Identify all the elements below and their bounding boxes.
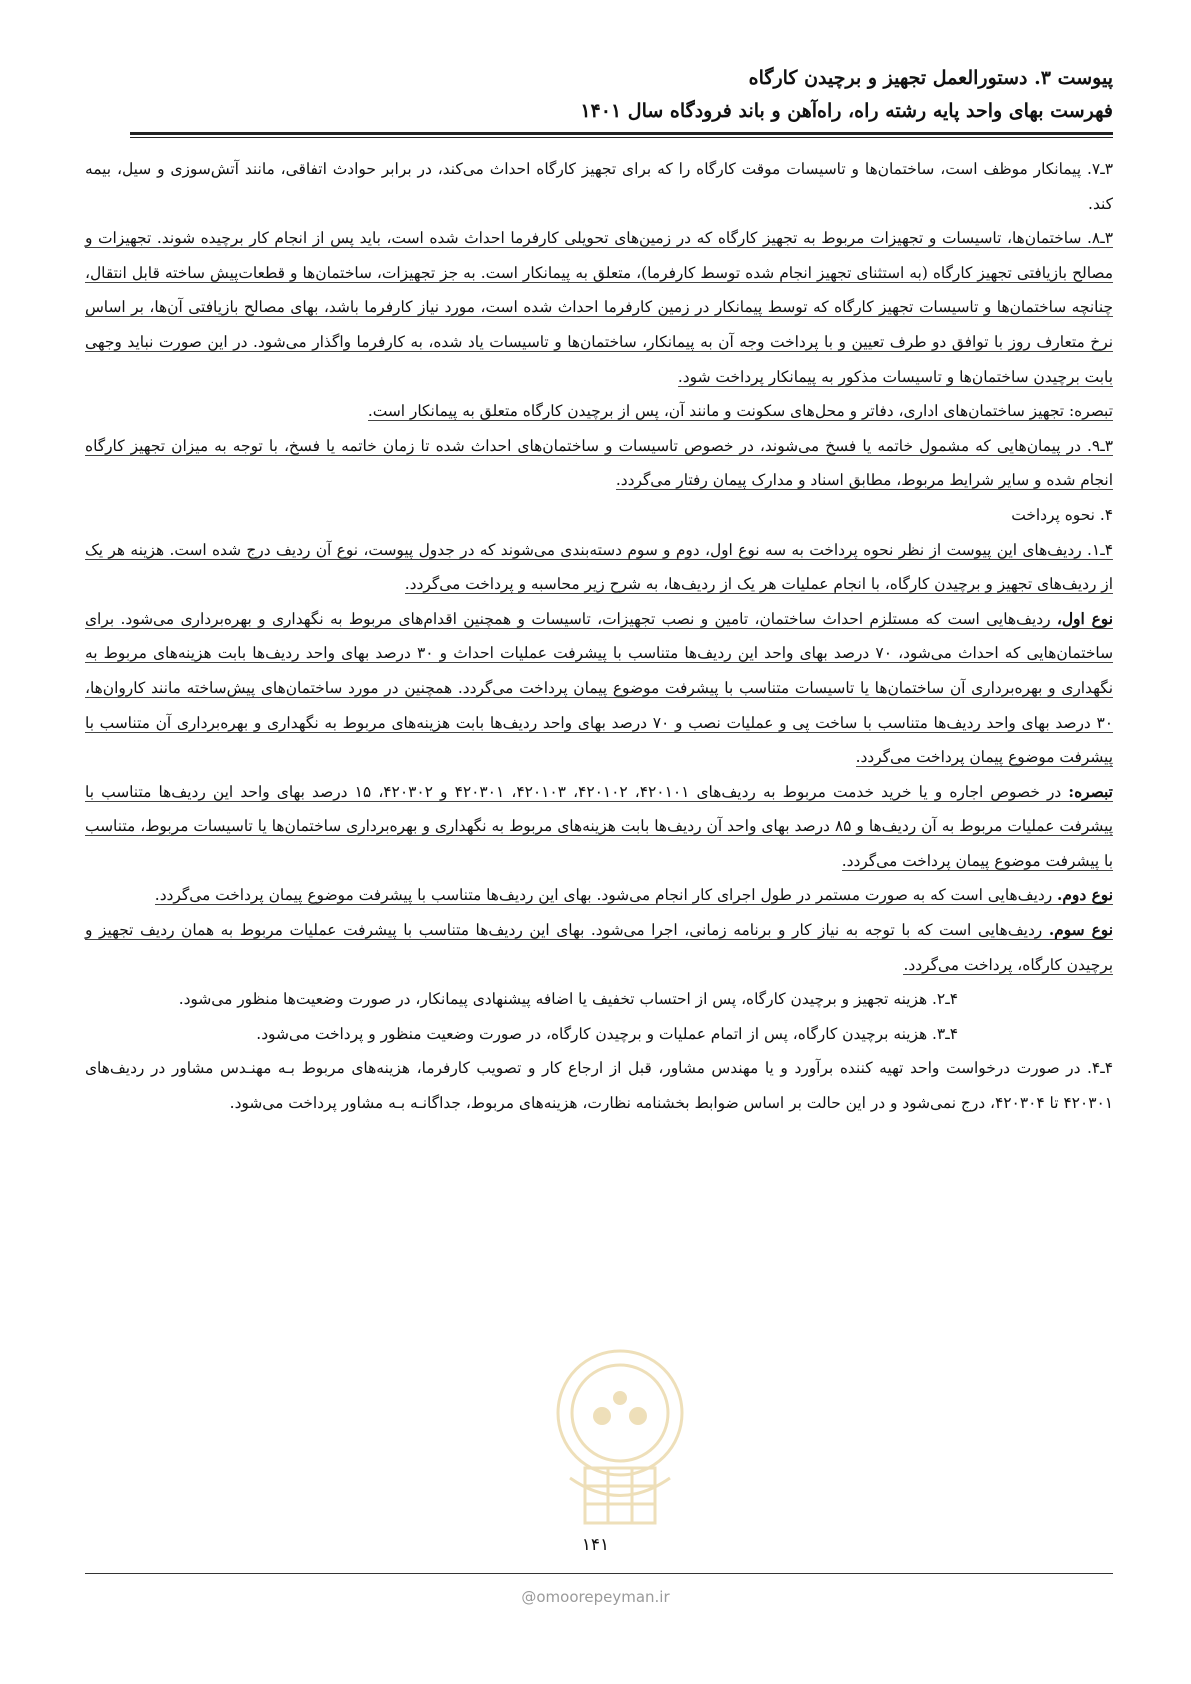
paragraph-type-2: [85, 878, 1113, 913]
watermark-logo: [530, 1328, 710, 1538]
paragraph-4-3: ۴ـ۳. هزینه برچیدن کارگاه، پس از اتمام عملیات و برچیدن کارگاه، در صورت وضعیت منظور و پرداخت می‌شود.: [256, 1024, 958, 1043]
header-price-list-title: فهرست بهای واحد پایه رشته راه، راه‌آهن و باند فرودگاه سال ۱۴۰۱: [580, 100, 1113, 122]
section-4-heading: ۴. نحوه پرداخت: [1011, 505, 1113, 524]
paragraph-3-7: ۳ـ۷. پیمانکار موظف است، ساختمان‌ها و تاسیسات موقت کارگاه را که برای تجهیز کارگاه احداث می‌کند، در برابر حوادث اتفاقی، مانند آتش‌سوزی و سیل، بیمه کند.: [85, 160, 1113, 213]
paragraph-3-8: ۳ـ۸. ساختمان‌ها، تاسیسات و تجهیزات مربوط به تجهیز کارگاه که در زمین‌های تحویلی کارفرما احداث شده است، باید پس از انجام کار برچیده شوند. تجهیزات و مصالح بازیافتی تجهیز کارگاه (به استثنای تجهیز انجام شده توسط کارفرما)، متعلق به پیمانکار است. به جز تجهیزات، ساختمان‌ها و قطعات‌پیش ساخته قابل انتقال، چنانچه ساختمان‌ها و تاسیسات تجهیز کارگاه که توسط پیمانکار در زمین کارفرما احداث شده است، مورد نیاز کارفرما باشد، بهای مصالح بازیافتی آن‌ها، بر اساس نرخ متعارف روز با توافق دو طرف تعیین و با پرداخت وجه آن به پیمانکار، ساختمان‌ها و تاسیسات یاد شده، به کارفرما واگذار می‌شود. در این صورت نباید وجهی بابت برچیدن ساختمان‌ها و تاسیسات مذکور به پیمانکار پرداخت شود.: [85, 229, 1113, 386]
type-1-text: ردیف‌هایی است که مستلزم احداث ساختمان، تامین و نصب تجهیزات، تاسیسات و همچنین اقدام‌های مربوط به نگهداری و بهره‌برداری می‌شود. برای ساختمان‌هایی که احداث می‌شود، ۷۰ درصد بهای واحد این ردیف‌ها متناسب با پیشرفت عملیات احداث و ۳۰ درصد بهای واحد ردیف‌ها بابت هزینه‌های مربوط به نگهداری و بهره‌برداری آن ساختمان‌ها یا تاسیسات متناسب با پیشرفت موضوع پیمان پرداخت می‌گردد. همچنین در مورد ساختمان‌های پیش‌ساخته مانند کاروان‌ها، ۳۰ درصد بهای واحد ردیف‌ها متناسب با ساخت پی و عملیات نصب و ۷۰ درصد بهای واحد ردیف‌ها بابت هزینه‌های مربوط به نگهداری و بهره‌برداری آن متناسب با پیشرفت موضوع پیمان پرداخت می‌گردد.: [85, 609, 1113, 767]
type-3-label: نوع سوم.: [1048, 921, 1113, 940]
paragraph-type-3: [85, 913, 1113, 982]
note-2-label: تبصره:: [1068, 782, 1113, 801]
type-2-text: ردیف‌هایی است که به صورت مستمر در طول اجرای کار انجام می‌شود. بهای این ردیف‌ها متناسب با پیشرفت موضوع پیمان پرداخت می‌گردد.: [154, 886, 1058, 905]
paragraph-note-rent: [85, 775, 1113, 879]
note-2-text: در خصوص اجاره و یا خرید خدمت مربوط به ردیف‌های ۴۲۰۱۰۱، ۴۲۰۱۰۲، ۴۲۰۱۰۳، ۴۲۰۳۰۱ و ۴۲۰۳۰۲، ۱۵ درصد بهای واحد این ردیف‌ها متناسب با پیشرفت عملیات مربوط به آن ردیف‌ها و ۸۵ درصد بهای واحد آن ردیف‌ها بابت هزینه‌های مربوط به نگهداری و بهره‌برداری ساختمان‌ها یا تاسیسات مربوط، متناسب با پیشرفت موضوع پیمان پرداخت می‌گردد.: [85, 782, 1113, 870]
note-office-buildings: تبصره: تجهیز ساختمان‌های اداری، دفاتر و محل‌های سکونت و مانند آن، پس از برچیدن کارگاه متعلق به پیمانکار است.: [367, 402, 1113, 421]
page-header: [130, 62, 1113, 128]
header-rule-thin: [130, 137, 1113, 138]
page-number: ۱۴۱: [581, 1535, 610, 1555]
paragraph-4-1: ۴ـ۱. ردیف‌های این پیوست از نظر نحوه پرداخت به سه نوع اول، دوم و سوم دسته‌بندی می‌شوند که در جدول پیوست، نوع آن ردیف درج شده است. هزینه هر یک از ردیف‌های تجهیز و برچیدن کارگاه، با انجام عملیات هر یک از ردیف‌ها، به شرح زیر محاسبه و پرداخت می‌گردد.: [85, 540, 1113, 594]
body-text: [85, 152, 1113, 1121]
type-2-label: نوع دوم.: [1057, 886, 1113, 905]
paragraph-4-4: ۴ـ۴. در صورت درخواست واحد تهیه کننده برآورد و یا مهندس مشاور، قبل از ارجاع کار و تصویب کارفرما، هزینه‌های مربوط بـه مهنـدس مشاور در ردیف‌های ۴۲۰۳۰۱ تا ۴۲۰۳۰۴، درج نمی‌شود و در این حالت بر اساس ضوابط بخشنامه نظارت، هزینه‌های مربوط، جداگانـه بـه مشاور پرداخت می‌شود.: [85, 1059, 1113, 1113]
footer-website: @omoorepeyman.ir: [521, 1588, 670, 1606]
paragraph-3-9: ۳ـ۹. در پیمان‌هایی که مشمول خاتمه یا فسخ می‌شوند، در خصوص تاسیسات و ساختمان‌های احداث شده تا زمان خاتمه یا فسخ، با توجه به میزان تجهیز کارگاه انجام شده و سایر شرایط مربوط، مطابق اسناد و مدارک پیمان رفتار می‌گردد.: [85, 436, 1113, 490]
header-rule-thick: [130, 132, 1113, 135]
paragraph-4-2: ۴ـ۲. هزینه تجهیز و برچیدن کارگاه، پس از احتساب تخفیف یا اضافه پیشنهادی پیمانکار، در صورت وضعیت‌ها منظور می‌شود.: [178, 990, 958, 1009]
type-3-text: ردیف‌هایی است که با توجه به نیاز کار و برنامه زمانی، اجرا می‌شود. بهای این ردیف‌ها متناسب با پیشرفت عملیات مربوط به همان ردیف تجهیز و برچیدن کارگاه، پرداخت می‌گردد.: [85, 921, 1113, 974]
type-1-label: نوع اول،: [1056, 609, 1113, 628]
header-appendix-title: پیوست ۳. دستورالعمل تجهیز و برچیدن کارگاه: [748, 67, 1113, 89]
paragraph-type-1: [85, 602, 1113, 775]
footer-rule: [85, 1573, 1113, 1574]
